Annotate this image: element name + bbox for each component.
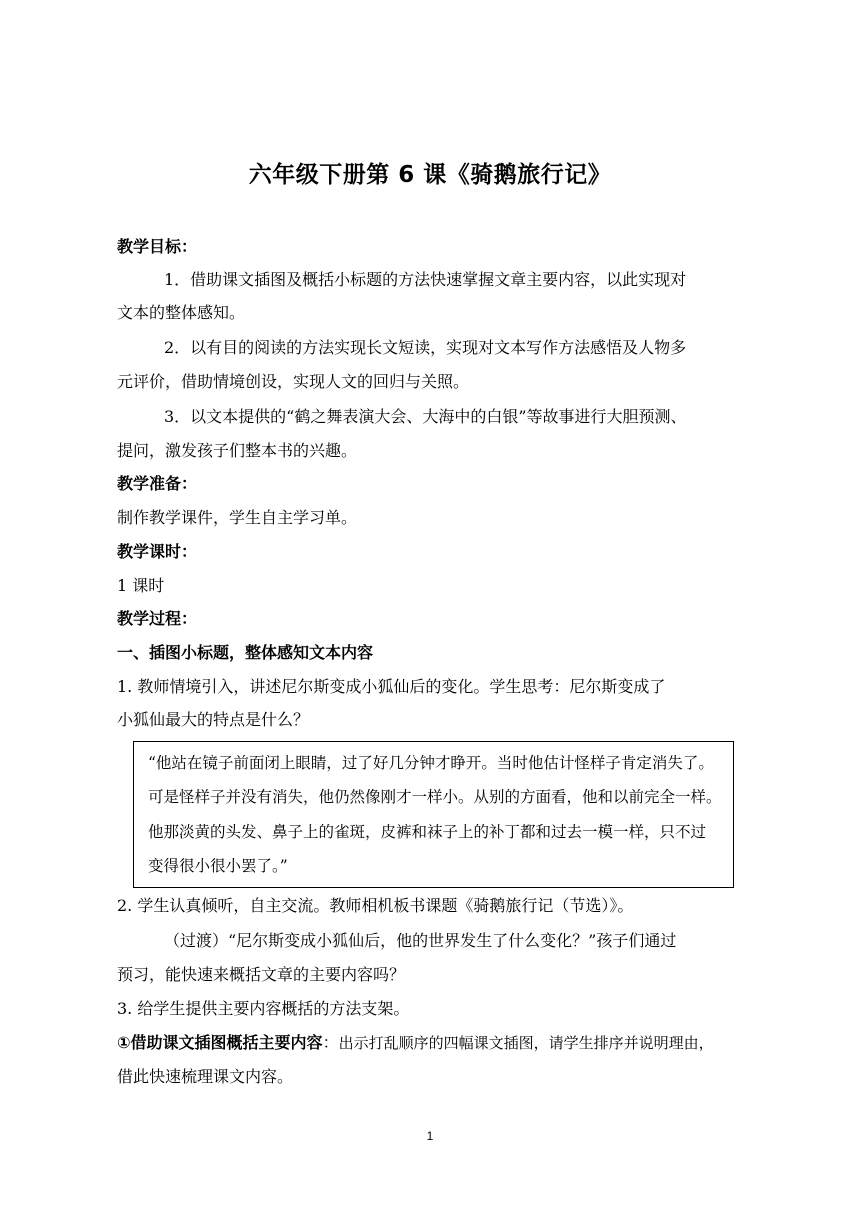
step-1-line-2: 小狐仙最大的特点是什么？	[117, 710, 310, 729]
goal-3-line-1: 3．以文本提供的“鹤之舞表演大会、大海中的白银”等故事进行大胆预测、	[164, 407, 687, 426]
transition-line-2: 预习，能快速来概括文章的主要内容吗？	[117, 965, 406, 984]
quote-box	[133, 741, 734, 888]
hours-heading: 教学课时：	[117, 542, 198, 561]
step-1-line-1: 1. 教师情境引入，讲述尼尔斯变成小狐仙后的变化。学生思考：尼尔斯变成了	[117, 677, 666, 696]
section-1-heading: 一、插图小标题，整体感知文本内容	[117, 643, 374, 662]
goal-2-line-1: 2．以有目的阅读的方法实现长文短读，实现对文本写作方法感悟及人物多	[164, 338, 687, 357]
goal-1-line-1: 1．借助课文插图及概括小标题的方法快速掌握文章主要内容，以此实现对	[164, 270, 687, 289]
method-1-label: ①借助课文插图概括主要内容	[117, 1033, 323, 1052]
step-3: 3. 给学生提供主要内容概括的方法支架。	[117, 999, 410, 1018]
quote-line-2: 可是怪样子并没有消失，他仍然像刚才一样小。从别的方面看，他和以前完全一样。	[148, 788, 722, 806]
hours-text: 1 课时	[117, 576, 165, 595]
quote-line-4: 变得很小很小罢了。”	[148, 857, 288, 875]
method-1-colon: ：	[322, 1033, 339, 1052]
quote-line-3: 他那淡黄的头发、鼻子上的雀斑，皮裤和袜子上的补丁都和过去一模一样，只不过	[148, 823, 707, 841]
process-heading: 教学过程：	[117, 609, 198, 628]
goals-heading: 教学目标：	[117, 237, 198, 256]
goal-1-line-2: 文本的整体感知。	[117, 303, 246, 322]
method-1-line-2: 借此快速梳理课文内容。	[117, 1067, 294, 1086]
step-2: 2. 学生认真倾听，自主交流。教师相机板书课题《骑鹅旅行记（节选）》。	[117, 896, 634, 915]
goal-3-line-2: 提问，激发孩子们整本书的兴趣。	[117, 441, 358, 460]
transition-line-1: （过渡）“尼尔斯变成小狐仙后，他的世界发生了什么变化？”孩子们通过	[164, 931, 677, 950]
quote-line-1: “他站在镜子前面闭上眼睛，过了好几分钟才睁开。当时他估计怪样子肯定消失了。	[148, 754, 714, 772]
method-1-line-1	[117, 1032, 747, 1054]
page-number: 1	[426, 1129, 434, 1143]
prep-heading: 教学准备：	[117, 474, 198, 493]
page-title: 六年级下册第 6 课《骑鹅旅行记》	[248, 162, 612, 188]
method-1-text: 出示打乱顺序的四幅课文插图，请学生排序并说明理由，	[338, 1034, 714, 1052]
goal-2-line-2: 元评价，借助情境创设，实现人文的回归与关照。	[117, 372, 470, 391]
prep-text: 制作教学课件，学生自主学习单。	[117, 508, 358, 527]
